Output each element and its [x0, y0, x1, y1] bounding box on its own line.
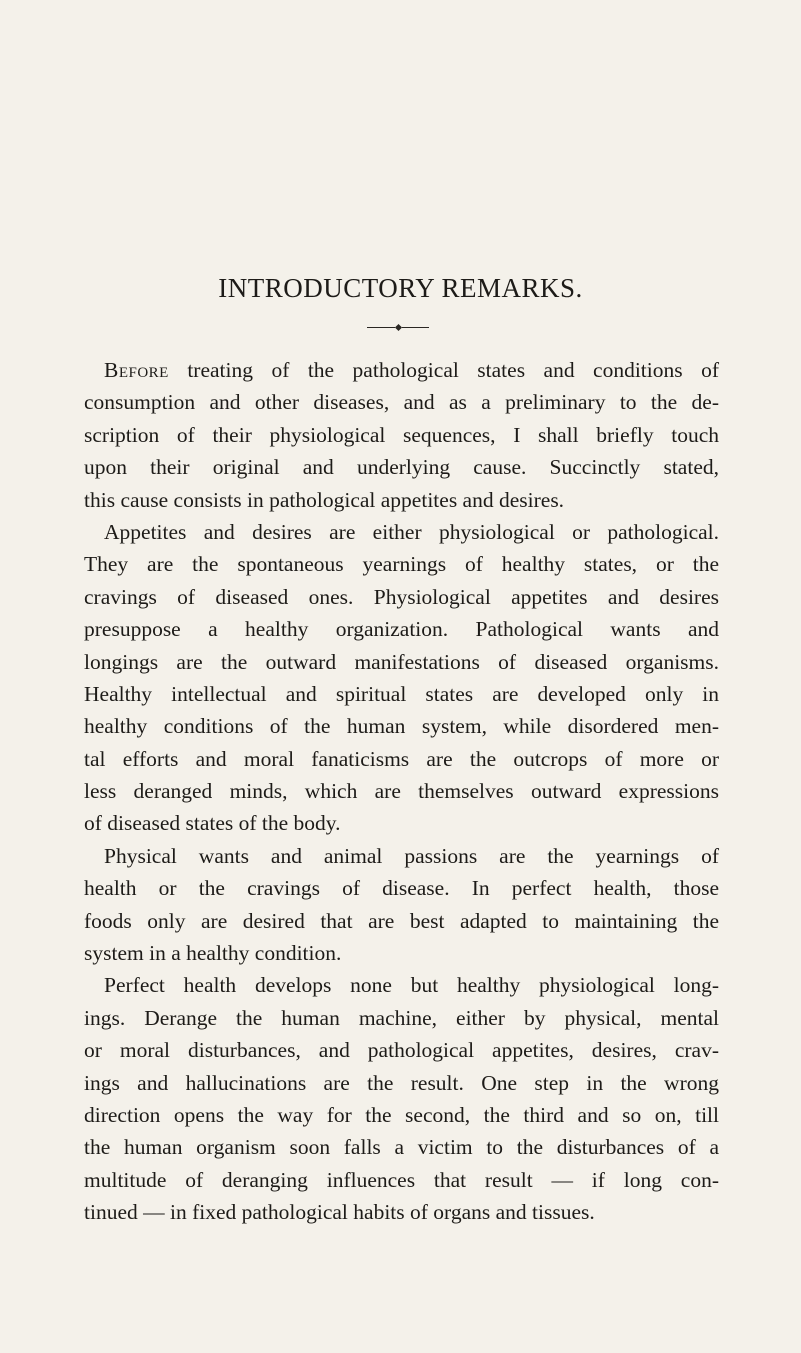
lead-word: Before — [104, 358, 169, 382]
diamond-icon — [394, 323, 401, 330]
divider-rule-left — [367, 327, 395, 328]
text-line: presuppose a healthy organization. Pathological wants and — [84, 617, 719, 642]
text-line: scription of their physiological sequences, I shall briefly touch — [84, 422, 719, 447]
text-line: the human organism soon falls a victim to the disturbances of a — [84, 1135, 719, 1160]
text-line: tinued — in fixed pathological habits of organs and tissues. — [84, 1200, 595, 1225]
text-line: tal efforts and moral fanaticisms are the outcrops of more or — [84, 746, 719, 771]
text-line: upon their original and underlying cause. Succinctly stated, — [84, 455, 719, 480]
text-line: Physical wants and animal passions are the yearnings of — [104, 843, 719, 868]
chapter-heading: INTRODUCTORY REMARKS. — [218, 273, 583, 303]
text-line: ings and hallucinations are the result. One step in the wrong — [84, 1070, 719, 1095]
text-line: longings are the outward manifestations of diseased organisms. — [84, 649, 719, 674]
text-line: less deranged minds, which are themselves outward expressions — [84, 779, 719, 804]
body-text — [84, 354, 719, 1229]
text-line: Perfect health develops none but healthy physiological long- — [104, 973, 719, 998]
text-span: treating of the pathological states and conditions of — [168, 358, 719, 382]
text-line: consumption and other diseases, and as a preliminary to the de- — [84, 390, 719, 415]
text-line: or moral disturbances, and pathological appetites, desires, crav- — [84, 1038, 719, 1063]
text-line: Appetites and desires are either physiological or pathological. — [104, 519, 719, 544]
text-line: of diseased states of the body. — [84, 811, 341, 836]
text-line: cravings of diseased ones. Physiological appetites and desires — [84, 584, 719, 609]
divider-ornament — [367, 323, 429, 331]
text-line: foods only are desired that are best adapted to maintaining the — [84, 908, 719, 933]
text-line: They are the spontaneous yearnings of healthy states, or the — [84, 552, 719, 577]
text-line: healthy conditions of the human system, while disordered men- — [84, 714, 719, 739]
text-line: this cause consists in pathological appetites and desires. — [84, 487, 565, 512]
text-line: multitude of deranging influences that result — if long con- — [84, 1167, 719, 1192]
text-line: system in a healthy condition. — [84, 941, 342, 966]
text-line: ings. Derange the human machine, either by physical, mental — [84, 1005, 719, 1030]
text-line: Healthy intellectual and spiritual states are developed only in — [84, 681, 719, 706]
text-line: health or the cravings of disease. In perfect health, those — [84, 876, 719, 901]
text-line: direction opens the way for the second, the third and so on, till — [84, 1102, 719, 1127]
divider-rule-right — [402, 327, 430, 328]
text-line — [84, 354, 719, 386]
